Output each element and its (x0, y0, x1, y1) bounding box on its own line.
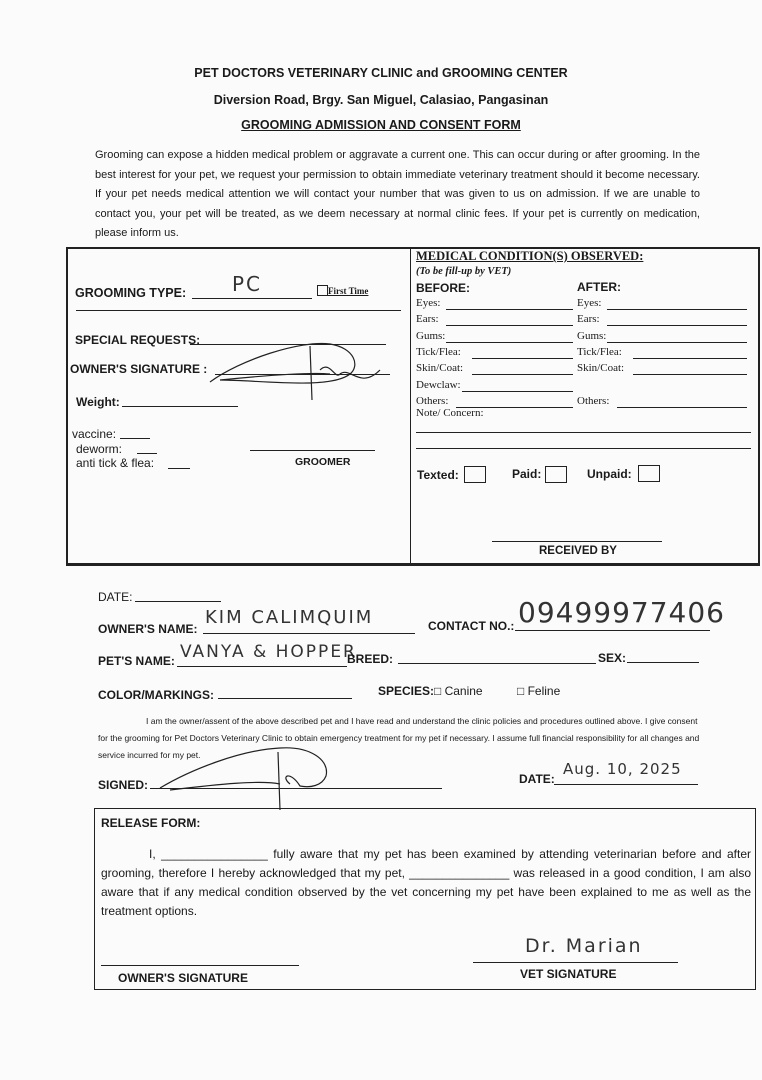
anti-tick-field[interactable] (168, 468, 190, 469)
contact-field[interactable] (515, 630, 710, 631)
after-item-label: Skin/Coat: (577, 362, 625, 375)
color-field[interactable] (218, 698, 352, 699)
deworm-field[interactable] (137, 453, 157, 454)
groomer-signature-line[interactable] (250, 450, 375, 451)
note-field-1[interactable] (416, 432, 751, 433)
special-requests-label: SPECIAL REQUESTS: (75, 333, 201, 347)
date2-label: DATE: (519, 772, 555, 786)
consent-signature-drawing (150, 740, 380, 810)
signed-label: SIGNED: (98, 778, 149, 792)
first-time-label: First Time (328, 286, 369, 296)
anti-tick-label: anti tick & flea: (76, 456, 155, 470)
before-item-field[interactable] (446, 342, 573, 343)
species-feline-option[interactable]: □ Feline (517, 684, 561, 698)
contact-label: CONTACT NO.: (428, 619, 515, 633)
grooming-type-label: GROOMING TYPE: (75, 286, 187, 300)
release-text: I, ________________ fully aware that my pet has been examined by attending veterinarian before and after grooming, therefore I hereby acknowledged that my pet, _______________ was released in a good condition, I am also aware that if any medical condition observed by the vet concerning my pet have been explained to me as well as the treatment options. (101, 847, 751, 918)
after-item-field[interactable] (633, 358, 747, 359)
after-item-field[interactable] (607, 309, 747, 310)
grooming-line (76, 310, 401, 311)
intro-text: Grooming can expose a hidden medical problem or aggravate a current one. This can occur during or after grooming. In the best interest for your pet, we request your permission to obtain immediate veterinary treatment should it become necessary. If your pet needs medical attention we will contact your number that was given to us on admission. If we are unable to contact you, your pet will be treated, as we deem necessary at normal clinic fees. If your pet is currently on medication, please inform us. (95, 149, 700, 239)
sex-field[interactable] (627, 662, 699, 663)
before-item-field[interactable] (472, 374, 573, 375)
consent-text: I am the owner/assent of the above described pet and I have read and understand the clinic policies and procedures outlined above. I give consent for the grooming for Pet Doctors Veterinary Clinic to obtain emergency treatment for my pet if necessary. I assume full financial responsibility for all changes and service incurred for my pet. (98, 716, 700, 760)
paid-checkbox[interactable] (545, 466, 567, 483)
unpaid-label: Unpaid: (587, 467, 632, 481)
pet-name-value[interactable]: VANYA & HOPPER (180, 642, 357, 662)
owner-name-field[interactable] (203, 633, 415, 634)
color-label: COLOR/MARKINGS: (98, 688, 214, 702)
before-item-field[interactable] (462, 391, 573, 392)
after-item-label: Gums: (577, 329, 607, 342)
paid-label: Paid: (512, 467, 542, 481)
after-item-label: Ears: (577, 313, 600, 326)
received-by-line[interactable] (492, 541, 662, 542)
vet-signature-value: Dr. Marian (525, 935, 643, 957)
medical-title: MEDICAL CONDITION(S) OBSERVED: (416, 249, 644, 263)
release-owner-signature-label: OWNER'S SIGNATURE (118, 971, 248, 985)
vet-signature-line[interactable] (473, 962, 678, 963)
breed-label: BREED: (347, 652, 394, 666)
vet-signature-label: VET SIGNATURE (520, 967, 617, 981)
species-label: SPECIES: (378, 684, 435, 698)
before-item-field[interactable] (446, 325, 573, 326)
contact-value[interactable]: 09499977406 (518, 596, 725, 629)
sex-label: SEX: (598, 651, 627, 665)
note-field-2[interactable] (416, 448, 751, 449)
after-item-label: Tick/Flea: (577, 345, 622, 358)
after-item-label: Eyes: (577, 297, 602, 309)
groomer-label: GROOMER (295, 456, 351, 468)
form-title: GROOMING ADMISSION AND CONSENT FORM (241, 118, 521, 132)
before-item-label: Gums: (416, 329, 446, 342)
note-label: Note/ Concern: (416, 407, 484, 419)
unpaid-checkbox[interactable] (638, 465, 660, 482)
vaccine-field[interactable] (120, 438, 150, 439)
date2-field[interactable] (554, 784, 698, 785)
after-item-field[interactable] (607, 342, 747, 343)
owner-signature-label: OWNER'S SIGNATURE : (70, 362, 208, 376)
before-item-label: Skin/Coat: (416, 362, 464, 375)
received-by-label: RECEIVED BY (539, 545, 617, 557)
date2-value[interactable]: Aug. 10, 2025 (563, 760, 682, 778)
after-item-field[interactable] (607, 325, 747, 326)
medical-subtitle: (To be fill-up by VET) (416, 266, 512, 277)
date-field[interactable] (135, 601, 221, 602)
before-item-label: Eyes: (416, 297, 441, 309)
after-heading: AFTER: (577, 280, 621, 294)
release-owner-signature-line[interactable] (101, 965, 299, 966)
grooming-type-value[interactable]: PC (232, 272, 263, 296)
clinic-address: Diversion Road, Brgy. San Miguel, Calasiao, Pangasinan (213, 93, 549, 107)
pet-name-field[interactable] (177, 666, 347, 667)
before-heading: BEFORE: (416, 281, 470, 295)
species-canine-option[interactable]: □ Canine (434, 684, 483, 698)
before-item-field[interactable] (472, 358, 573, 359)
first-time-checkbox[interactable] (317, 285, 328, 296)
before-item-label: Dewclaw: (416, 378, 461, 391)
grooming-type-line (192, 298, 312, 299)
panel-divider (410, 247, 411, 563)
pet-name-label: PET'S NAME: (98, 654, 175, 668)
clinic-name: PET DOCTORS VETERINARY CLINIC and GROOMING CENTER (194, 66, 568, 80)
owner-name-label: OWNER'S NAME: (98, 622, 198, 636)
after-item-field[interactable] (617, 407, 747, 408)
date-label: DATE: (98, 590, 133, 604)
before-item-label: Tick/Flea: (416, 345, 461, 358)
vaccine-label: vaccine: (72, 427, 117, 441)
weight-label: Weight: (76, 395, 120, 409)
texted-label: Texted: (417, 468, 459, 482)
owner-name-value[interactable]: KIM CALIMQUIM (205, 607, 374, 628)
owner-signature-drawing (180, 330, 410, 400)
after-item-field[interactable] (633, 374, 747, 375)
breed-field[interactable] (398, 663, 596, 664)
release-title: RELEASE FORM: (101, 816, 201, 830)
before-item-label: Ears: (416, 313, 439, 326)
texted-checkbox[interactable] (464, 466, 486, 483)
after-item-label: Others: (577, 394, 610, 407)
before-item-label: Others: (416, 394, 449, 407)
before-item-field[interactable] (446, 309, 573, 310)
weight-field[interactable] (122, 406, 238, 407)
deworm-label: deworm: (76, 442, 123, 456)
